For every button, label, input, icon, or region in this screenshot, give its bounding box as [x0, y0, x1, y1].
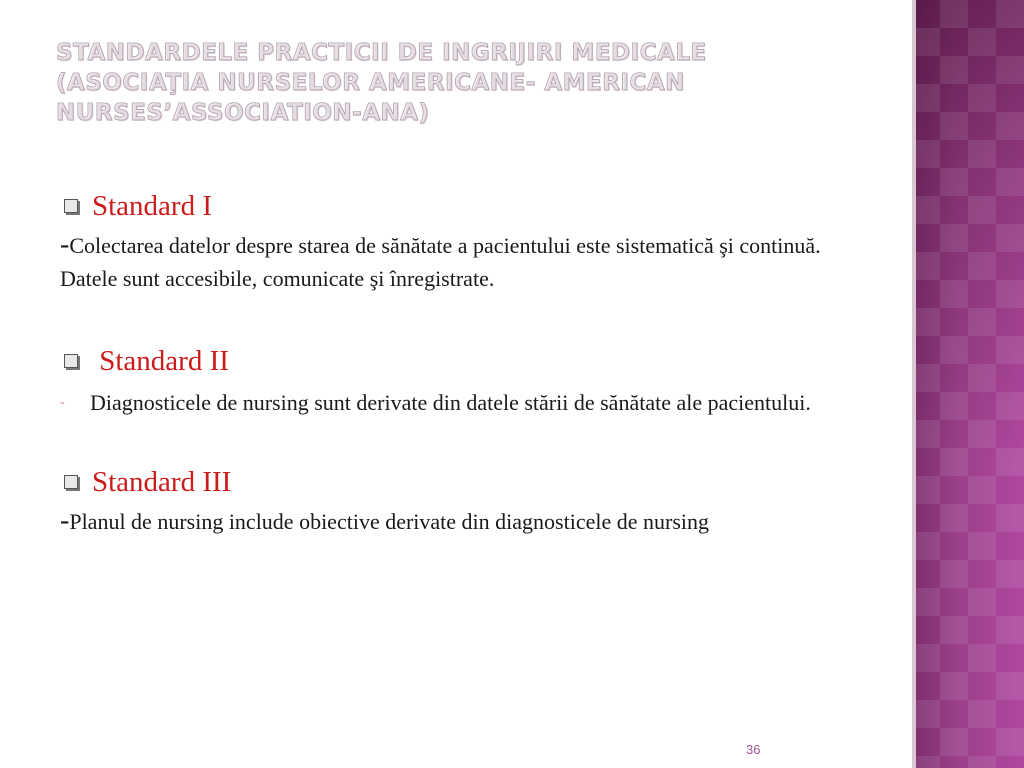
standard-3-text: Planul de nursing include obiective derivate din diagnosticele de nursing [69, 509, 709, 534]
standard-2-text: Diagnosticele de nursing sunt derivate din datele stării de sănătate ale pacientului. [90, 390, 811, 415]
square-bullet-icon [64, 199, 78, 213]
standard-3-heading [60, 464, 880, 500]
dash-marker: - [60, 505, 70, 536]
page-number: 36 [746, 742, 761, 757]
title-line-1: STANDARDELE PRACTICII DE INGRIJIRI MEDICALE [56, 40, 707, 66]
standard-1-description [60, 228, 880, 295]
diamond-pattern [912, 0, 1024, 768]
decorative-side-band [912, 0, 1024, 768]
standard-2-label: Standard II [92, 345, 229, 377]
standard-2-description [60, 387, 880, 418]
dash-marker: - [60, 229, 70, 260]
standard-2-heading [60, 343, 880, 379]
slide-title [56, 38, 896, 128]
side-band-edge [912, 0, 916, 768]
square-bullet-icon [64, 475, 78, 489]
slide-content [60, 188, 880, 538]
title-line-2: (ASOCIAŢIA NURSELOR AMERICANE- AMERICAN [56, 70, 685, 96]
square-bullet-icon [64, 354, 78, 368]
dash-marker: - [60, 395, 65, 410]
title-line-3: NURSES’ASSOCIATION-ANA) [56, 100, 430, 126]
standard-1-label: Standard I [92, 190, 212, 222]
standard-1-heading [60, 188, 880, 224]
standard-1-text: Colectarea datelor despre starea de sănătate a pacientului este sistematică şi continuă. Datele sunt accesibile, comunicate şi înregistrate. [60, 233, 821, 291]
standard-3-description [60, 504, 880, 538]
standard-3-label: Standard III [92, 466, 232, 498]
